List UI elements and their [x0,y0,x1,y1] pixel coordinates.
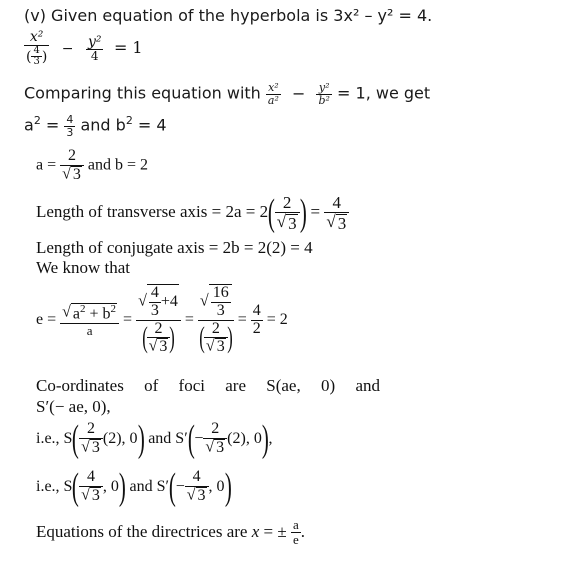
den: 3 [66,125,74,139]
root3: √ 3 [62,165,81,183]
w2: of [144,376,159,395]
minus-sign: − [291,83,306,103]
radicand: 3 [72,165,81,183]
d3: 3 [150,301,159,319]
paren-2-root3-b: ( $\frac{2}{√ 3}$ ) [199,319,233,356]
right-paren: ) [299,192,307,235]
w1: Co-ordinates [36,376,124,395]
standard-form-equation [24,30,143,68]
n16: 16 [212,284,229,301]
w7: and [355,376,380,395]
a-den: a [86,322,93,338]
plus4: +4 [160,292,178,310]
mid: (2), 0 [102,430,138,447]
root3: √ 3 [276,211,297,233]
num: 4 [324,194,349,213]
n: a [292,517,299,532]
problem-statement: (v) Given equation of the hyperbola is 3x² – y² = 4. [24,6,433,25]
w3: foci [178,376,205,395]
w4: are [225,376,246,395]
period: . [300,522,305,542]
root3: √ 3 [326,211,347,233]
equals: = [40,115,65,135]
x-var: x [251,522,260,542]
a-equals: a = [36,156,61,174]
neg: − [194,430,204,447]
transverse-axis-line [36,192,349,235]
comma: , [268,430,273,447]
a-b-squared-values [24,114,167,138]
ie-s: i.e., S [36,430,73,447]
x-over-four-thirds [24,30,49,68]
n2b: 2 [204,321,228,339]
mid2: (2), 0 [227,430,262,447]
foci-line-2: S′(− ae, 0), [36,397,111,416]
sqrt-a2-b2-over-a [60,303,119,338]
a-letter: a [24,115,34,135]
e-equals: e = [36,311,61,329]
equals2: = [184,311,198,329]
sqrt-16-3: √ $\frac{16}{3}$ [198,284,234,321]
transverse-text: Length of transverse axis = 2a = 2 [36,202,269,222]
w6: 0) [321,376,336,395]
radicand: 3 [337,213,347,233]
mid2: , 0 [208,478,225,495]
directrices-line [36,518,305,546]
equals-four: = 4 [132,115,167,135]
x2-over-a2 [266,82,281,106]
n: 2 [79,421,103,439]
left-paren: ( [267,192,275,235]
two-over-root3 [275,194,300,232]
comparing-line [24,82,430,106]
four-thirds [64,114,75,138]
sqrt-a2-b2: √ $a^2 + b^2$ [60,303,119,324]
y-over-four [86,35,104,63]
directrix-text: Equations of the directrices are [36,522,252,542]
n4: 4 [150,284,159,301]
sqrt-expr: √ $\frac{4}{3}$ +4 [136,284,181,321]
n: 4 [79,469,103,487]
foci-ie-line-1: i.e., S( $\frac{2}{√ 3}$ (2), 0) and S′(− $\frac{2}{√ 3}$ (2), 0), [36,418,273,460]
four-over-two [251,303,263,338]
frac-sqrt-16-3 [198,284,234,356]
neg: − [175,478,185,495]
b2: b² [318,93,330,107]
exp-2b: 2 [125,114,133,128]
minus-sign: − [61,40,74,57]
den-3: 3 [33,56,40,68]
equals-one: = 1 [113,37,143,57]
four-over-root3 [324,194,349,232]
d2: 3 [216,439,225,456]
equals-two: = 2 [266,311,288,329]
equals-pm: = ± [259,522,291,542]
n2: 2 [203,421,227,439]
paren-2-root3: ( $\frac{2}{√ 3}$ ) [141,319,176,356]
exp-2: 2 [33,114,41,128]
two-over-root3 [60,148,84,184]
foci-line [36,376,380,396]
and-b-2: and b = 2 [87,156,149,174]
d3b: 3 [216,301,225,319]
and-b: and b [80,115,126,135]
y2-over-b2 [316,82,331,106]
d2: 3 [197,487,206,504]
n2: 2 [147,321,171,339]
d: 3 [91,439,100,456]
radicand: 3 [288,213,297,233]
d: 3 [91,487,100,504]
den-four: 4 [90,49,99,64]
w5: S(ae, [266,376,301,395]
a: a [72,305,81,323]
x-squared: x² [24,30,49,46]
exp2: 2 [110,302,117,315]
conjugate-axis-line: Length of conjugate axis = 2b = 2(2) = 4 [36,238,313,257]
paren-fraction: ( $\frac{4}{3}$ ) [26,44,48,68]
and-s-prime: and S′ [125,478,170,495]
y2: y² [316,82,331,95]
equals: = [310,202,325,222]
equals1: = [123,311,137,329]
exp: 2 [80,302,86,315]
equals3: = [237,311,251,329]
foci-ie-line-2: i.e., S( $\frac{4}{√ 3}$ , 0) and S′(− $\frac{4}{√ 3}$ , 0) [36,466,232,508]
a-b-values [36,148,148,184]
ie-s: i.e., S [36,478,73,495]
n4b: 4 [252,301,261,319]
d: e [292,531,299,547]
we-know-that: We know that [36,258,130,277]
mid: , 0 [102,478,119,495]
num-4: 4 [33,44,40,56]
plus-b: + b [85,305,111,323]
n2: 4 [185,469,209,487]
num: 2 [275,194,300,213]
num: 4 [66,113,74,126]
num: 2 [60,148,84,166]
y-squared: y² [87,33,102,50]
and-s-prime: and S′ [144,430,188,447]
frac-sqrt-4-3-plus-4 [136,284,181,356]
d2: 2 [252,319,261,337]
eccentricity-calculation [36,284,288,356]
dr3: 3 [159,338,168,356]
comparing-text: Comparing this equation with [24,83,266,103]
dr3b: 3 [216,338,225,356]
x2: x² [266,82,281,95]
a2: a² [267,93,279,107]
we-get-text: = 1, we get [337,83,431,103]
